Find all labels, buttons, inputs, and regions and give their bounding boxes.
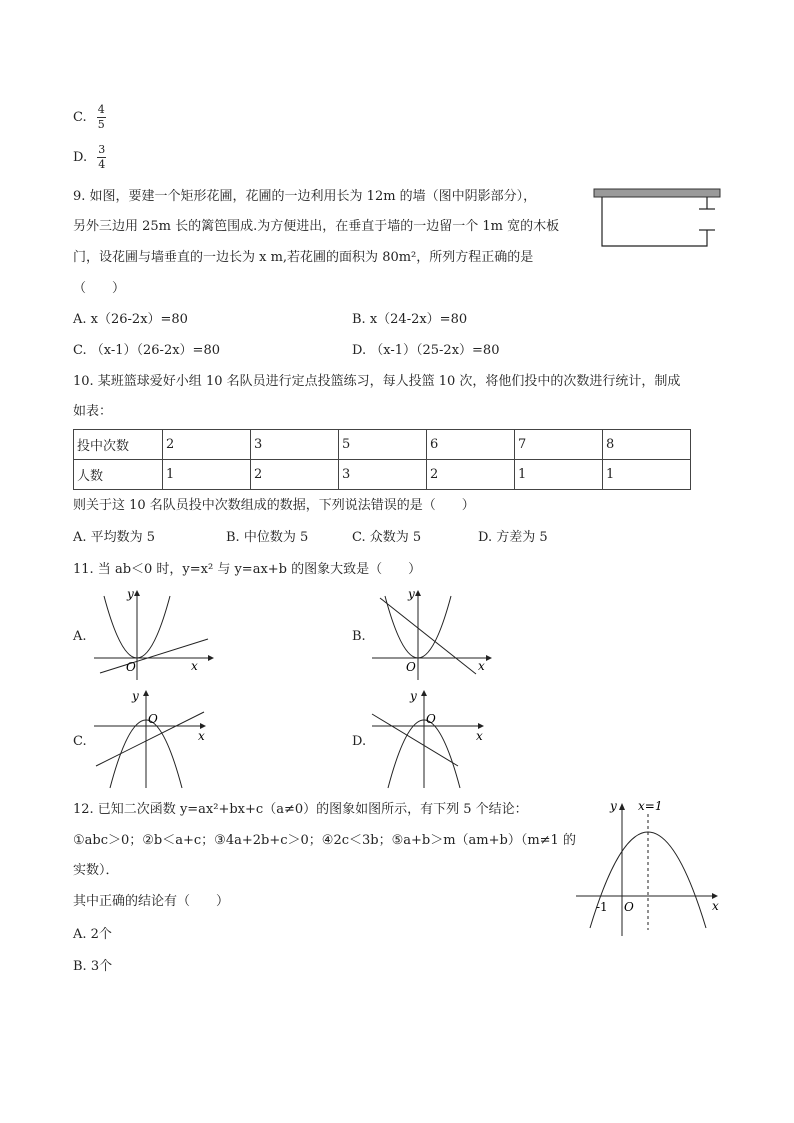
- q9-option-c: C. （x-1）（26-2x）=80: [73, 343, 220, 358]
- q11-label-c: C.: [73, 734, 87, 749]
- x-label: x: [476, 729, 483, 743]
- q12-parabola-figure: [574, 796, 724, 938]
- table-cell: 人数: [74, 460, 163, 490]
- q10-option-d: D. 方差为 5: [478, 530, 548, 545]
- neg-one-label: -1: [596, 900, 608, 914]
- q10-option-a: A. 平均数为 5: [73, 530, 156, 545]
- q11-graph-c: [90, 686, 220, 791]
- y-label: y: [132, 689, 139, 703]
- x-label: x: [712, 899, 719, 913]
- origin-label: O: [426, 712, 436, 726]
- origin-label: O: [126, 660, 136, 674]
- table-cell: 1: [515, 460, 603, 490]
- q9-line-3: 门，设花圃与墙垂直的一边长为 x m,若花圃的面积为 80m²，所列方程正确的是: [73, 250, 534, 265]
- q9-line-1: 9. 如图，要建一个矩形花圃，花圃的一边利用长为 12m 的墙（图中阴影部分），: [73, 189, 537, 204]
- numerator: 3: [98, 143, 106, 156]
- q11-line-1: 11. 当 ab＜0 时，y=x² 与 y=ax+b 的图象大致是（ ）: [73, 562, 422, 577]
- table-cell: 7: [515, 430, 603, 460]
- q10-table: [73, 429, 691, 490]
- option-label: C.: [73, 110, 87, 125]
- q12-line-1: 12. 已知二次函数 y=ax²+bx+c（a≠0）的图象如图所示，有下列 5 个结论：: [73, 802, 528, 817]
- y-label: y: [410, 689, 417, 703]
- wall-shaded: [594, 189, 720, 197]
- numerator: 4: [97, 103, 105, 116]
- table-cell: 2: [163, 430, 251, 460]
- q12-option-b: B. 3个: [73, 959, 113, 974]
- origin-label: O: [406, 660, 416, 674]
- table-cell: 6: [427, 430, 515, 460]
- q12-line-3: 实数）．: [73, 863, 119, 878]
- symmetry-label: x=1: [638, 799, 663, 813]
- q9-option-a: A. x（26-2x）=80: [73, 312, 188, 327]
- q11-graph-d: [368, 686, 498, 791]
- q9-line-2: 另外三边用 25m 长的篱笆围成.为方便进出，在垂直于墙的一边留一个 1m 宽的木板: [73, 219, 560, 234]
- fraction: [97, 104, 106, 131]
- origin-label: O: [624, 900, 634, 914]
- q12-line-2: ①abc＞0；②b＜a+c；③4a+2b+c＞0；④2c＜3b；⑤a+b＞m（am+b）（m≠1 的: [73, 833, 576, 848]
- q10-line-1: 10. 某班篮球爱好小组 10 名队员进行定点投篮练习，每人投篮 10 次，将他们投中的次数进行统计，制成: [73, 374, 681, 389]
- table-cell: 8: [603, 430, 691, 460]
- q12-line-4: 其中正确的结论有（ ）: [73, 894, 230, 909]
- table-row: [74, 430, 691, 460]
- q11-graph-b: [368, 588, 498, 683]
- fraction: [97, 144, 106, 171]
- q11-label-b: B.: [352, 629, 366, 644]
- table-cell: 3: [251, 430, 339, 460]
- q8-option-d: [73, 144, 106, 171]
- line: [372, 714, 458, 766]
- q10-option-b: B. 中位数为 5: [226, 530, 309, 545]
- denominator: 5: [97, 118, 105, 131]
- line: [380, 598, 476, 674]
- q10-line-2: 如表：: [73, 404, 113, 419]
- x-label: x: [191, 659, 198, 673]
- q9-line-4: （ ）: [73, 281, 126, 296]
- y-label: y: [408, 588, 415, 601]
- q9-garden-figure: [592, 186, 722, 250]
- x-label: x: [198, 729, 205, 743]
- q8-option-c: [73, 104, 106, 131]
- table-cell: 投中次数: [74, 430, 163, 460]
- q11-graph-a: [90, 588, 220, 683]
- x-label: x: [478, 659, 485, 673]
- q12-option-a: A. 2个: [73, 927, 112, 942]
- table-cell: 1: [603, 460, 691, 490]
- table-cell: 5: [339, 430, 427, 460]
- fence: [602, 197, 707, 246]
- table-cell: 1: [163, 460, 251, 490]
- table-cell: 3: [339, 460, 427, 490]
- q11-label-a: A.: [73, 629, 87, 644]
- origin-label: O: [148, 712, 158, 726]
- q9-option-b: B. x（24-2x）=80: [352, 312, 468, 327]
- y-label: y: [127, 588, 134, 601]
- q9-option-d: D. （x-1）（25-2x）=80: [352, 343, 500, 358]
- q10-question: 则关于这 10 名队员投中次数组成的数据，下列说法错误的是（ ）: [73, 498, 475, 513]
- option-label: D.: [73, 150, 88, 165]
- y-label: y: [610, 799, 617, 813]
- table-cell: 2: [427, 460, 515, 490]
- denominator: 4: [98, 158, 106, 171]
- table-cell: 2: [251, 460, 339, 490]
- q10-option-c: C. 众数为 5: [352, 530, 422, 545]
- q11-label-d: D.: [352, 734, 367, 749]
- table-row: [74, 460, 691, 490]
